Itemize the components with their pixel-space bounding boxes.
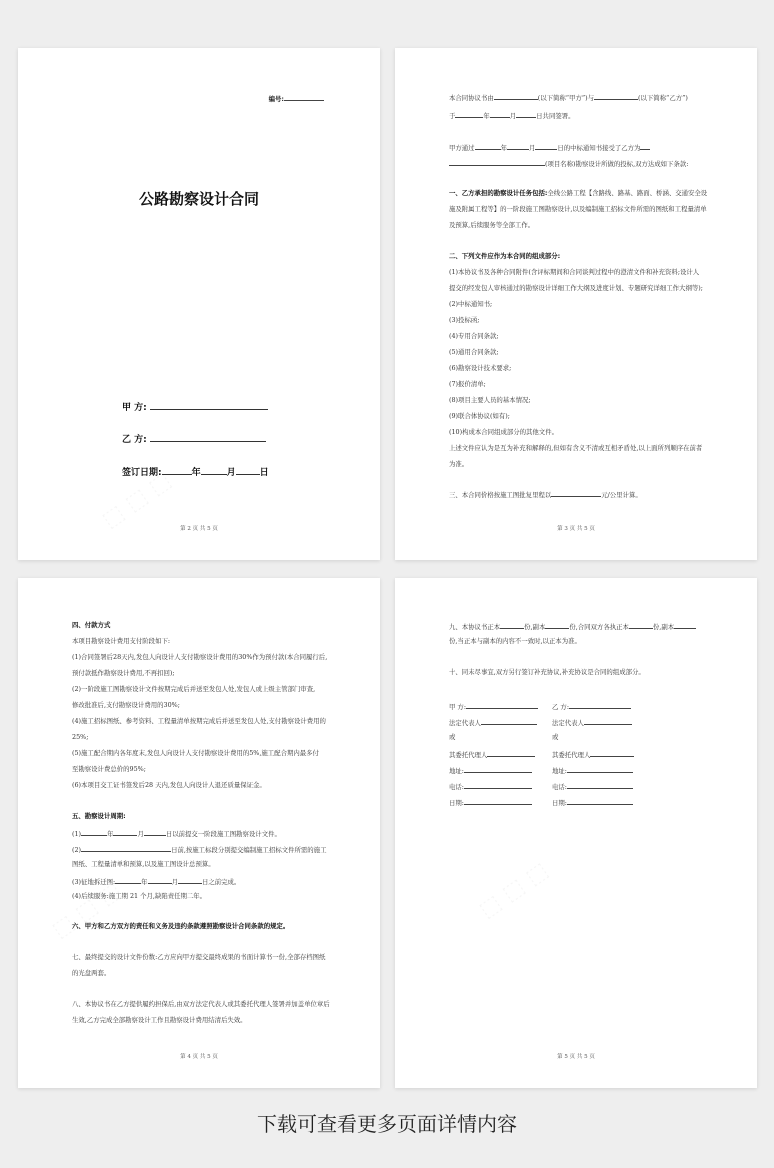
section-1-line-3: 及预算,后续服务等全部工作。 xyxy=(449,221,535,229)
page-footer: 第 5 页 共 5 页 xyxy=(557,1054,595,1060)
day-label: 日 xyxy=(259,468,269,478)
section-6: 六、甲方和乙方双方的责任和义务及违约条款遵照勘察设计合同条款的规定。 xyxy=(72,922,290,930)
section-2-item: (4)专用合同条款; xyxy=(449,332,499,340)
section-2-item: (6)勘察设计技术要求; xyxy=(449,364,512,372)
text: 年 xyxy=(500,144,507,152)
contract-page-5 xyxy=(395,578,757,1088)
text: 日的中标通知书接受了乙方为 xyxy=(557,144,641,152)
section-5-line-3: 图纸、工程量清单和预算,以及施工图设计总预算。 xyxy=(72,860,215,868)
text: 月 xyxy=(137,830,144,838)
text: 月 xyxy=(171,878,178,886)
party-a-or: 或 xyxy=(449,733,456,741)
text: 电话: xyxy=(449,783,464,791)
section-2-item: (9)联合体协议(如有); xyxy=(449,412,510,420)
party-a-rep xyxy=(449,717,537,727)
agreement-line-1 xyxy=(449,92,688,102)
section-7-line-2: 的光盘两套。 xyxy=(72,969,111,977)
tender-line-1 xyxy=(449,142,650,152)
text: 其委托代理人 xyxy=(449,751,488,759)
section-3-line xyxy=(449,489,642,499)
text: 日以前提交一阶段施工图勘察设计文件。 xyxy=(165,830,281,838)
sign-date-field xyxy=(122,465,269,478)
text: 法定代表人 xyxy=(449,719,481,727)
month-label: 月 xyxy=(226,468,236,478)
party-b-phone xyxy=(552,781,633,791)
text: 日共同签署。 xyxy=(536,112,575,120)
section-2-item: (5)通用合同条款; xyxy=(449,348,499,356)
text: 全线公路工程【含路线、路基、路面、桥涵、交通安全设 xyxy=(547,189,708,197)
section-5-line-1 xyxy=(72,828,281,838)
page-footer: 第 3 页 共 5 页 xyxy=(557,526,595,532)
section-4-line: 至勘察设计费总价的95%; xyxy=(72,765,146,773)
page-footer: 第 4 页 共 5 页 xyxy=(180,1054,218,1060)
text: 地址: xyxy=(449,767,464,775)
section-2-item: 上述文件应认为是互为补充和解释的,但如有含义不清或互相矛盾处,以上面所列顺序在前者 xyxy=(449,444,703,452)
contract-page-4 xyxy=(18,578,380,1088)
section-5-line-5: (4)后续服务:施工期 21 个月,缺陷责任期二年。 xyxy=(72,892,207,900)
section-1-line-1 xyxy=(449,189,707,197)
text: 其委托代理人 xyxy=(552,751,591,759)
text: 日期: xyxy=(449,799,464,807)
text: 九、本协议书正本 xyxy=(449,623,501,631)
section-4-line: 本项目勘察设计费用支付阶段如下: xyxy=(72,637,171,645)
section-2-item: (1)本协议书及各种合同附件(含评标期间和合同谈判过程中的澄清文件和补充资料;设计人 xyxy=(449,268,700,276)
page-footer: 第 2 页 共 5 页 xyxy=(180,526,218,532)
party-a-address xyxy=(449,765,532,775)
text: 乙 方: xyxy=(552,703,569,711)
text: 份,副本 xyxy=(652,623,675,631)
section-4-line: (2)一阶段施工图勘察设计文件按期完成后并送至发包人处,发包人或上级主管部门审查, xyxy=(72,685,316,693)
text: 月 xyxy=(528,144,536,152)
text: 日之前完成。 xyxy=(201,878,241,886)
text: 电话: xyxy=(552,783,567,791)
text: 份,副本 xyxy=(524,623,546,631)
text: 月 xyxy=(509,112,517,120)
section-7-line-1: 七、最终提交的设计文件份数:乙方应向甲方提交最终成果的书面计算书一份,全部存档图纸 xyxy=(72,953,326,961)
download-more-banner[interactable]: 下载可查看更多页面详情内容 xyxy=(257,1112,517,1136)
section-8-line-1: 八、本协议书在乙方提供履约担保后,由双方法定代表人或其委托代理人签署并加盖单位章后 xyxy=(72,1000,330,1008)
tender-line-2 xyxy=(449,158,688,168)
text: 三、本合同价格按施工图批复里程以 xyxy=(449,491,552,499)
text: 年 xyxy=(141,878,148,886)
contract-title: 公路勘察设计合同 xyxy=(138,190,259,208)
text: 本合同协议书由 xyxy=(449,94,494,102)
text: 于 xyxy=(449,112,456,120)
text: 日期: xyxy=(552,799,567,807)
contract-page-2 xyxy=(395,48,757,560)
section-9-line-2: 份,当正本与副本的内容不一致时,以正本为准。 xyxy=(449,637,581,645)
party-b-date xyxy=(552,797,633,807)
party-a-signature xyxy=(449,701,538,711)
section-4-line: (4)施工招标图纸、参考资料、工程量清单按期完成后并送至发包人处,支付勘察设计费用的 xyxy=(72,717,326,725)
section-4-line: (1)合同签署后28天内,发包人向设计人支付勘察设计费用的30%作为预付款(本合同履行后, xyxy=(72,653,328,661)
section-4-heading: 四、付款方式 xyxy=(72,621,111,629)
party-b-rep xyxy=(552,717,632,727)
section-5-line-2 xyxy=(72,844,326,854)
party-a-date xyxy=(449,797,532,807)
section-2-item: (8)项目主要人员的基本情况; xyxy=(449,396,531,404)
text: (以下简称“乙方”) xyxy=(638,94,688,102)
text: 甲 方: xyxy=(449,703,466,711)
section-1-heading: 一、乙方承担的勘察设计任务包括: xyxy=(449,189,548,197)
party-b-label: 乙 方: xyxy=(122,435,147,445)
text: (3)征地拆迁图: xyxy=(72,878,116,886)
section-4-line: 修改批准后,支付勘察设计费用的30%; xyxy=(72,701,180,709)
year-label: 年 xyxy=(191,468,201,478)
party-b-agent xyxy=(552,749,634,759)
section-2-item: 为准。 xyxy=(449,460,469,468)
text: 年 xyxy=(107,830,114,838)
section-5-heading: 五、勘察设计周期: xyxy=(72,812,126,820)
sign-date-label: 签订日期: xyxy=(122,468,162,478)
contract-number-label: 编号: xyxy=(268,95,284,103)
party-a-field xyxy=(122,400,268,413)
text: 元/公里计算。 xyxy=(601,491,642,499)
text: 地址: xyxy=(552,767,567,775)
party-a-phone xyxy=(449,781,532,791)
text: (项目名称)勘察设计所做的投标,双方达成如下条款: xyxy=(545,160,689,168)
section-5-line-4 xyxy=(72,876,240,886)
watermark xyxy=(48,878,126,943)
text: 年 xyxy=(483,112,490,120)
section-2-item: 提交的经发包人审核通过的勘察设计详细工作大纲及进度计划、专题研究详细工作大纲等); xyxy=(449,284,703,292)
party-b-address xyxy=(552,765,633,775)
section-2-item: (3)投标函; xyxy=(449,316,480,324)
party-b-field xyxy=(122,432,266,445)
contract-number-field xyxy=(269,93,324,103)
section-2-heading: 二、下列文件应作为本合同的组成部分: xyxy=(449,252,561,260)
watermark xyxy=(475,858,553,923)
section-8-line-2: 生效,乙方完成全部勘察设计工作且勘察设计费用结清后失效。 xyxy=(72,1016,247,1024)
text: (1) xyxy=(72,830,82,838)
text: 日前,按施工标段分别提交编制施工招标文件所需的施工 xyxy=(171,846,327,854)
section-10: 十、同未尽事宜,双方另行签订补充协议,补充协议是合同的组成部分。 xyxy=(449,668,645,676)
party-b-or: 或 xyxy=(552,733,559,741)
party-a-agent xyxy=(449,749,535,759)
section-4-line: (5)施工配合期内各年度末,发包人向设计人支付勘察设计费用的5%,施工配合期内最多付 xyxy=(72,749,319,757)
text: (以下简称“甲方”)与 xyxy=(537,94,594,102)
section-4-line: (6)本项目交工证书签发后28 天内,发包人向设计人退还质量保证金。 xyxy=(72,781,266,789)
text: 份,合同双方各执正本 xyxy=(569,623,629,631)
agreement-line-2 xyxy=(449,110,575,120)
section-1-line-2: 施及附属工程等】的一阶段施工图勘察设计,以及编制施工招标文件所需的图纸和工程量清单 xyxy=(449,205,707,213)
contract-page-cover xyxy=(18,48,380,560)
section-4-line: 25%; xyxy=(72,733,89,741)
section-4-line: 预付款抵作勘察设计费用,不再扣回); xyxy=(72,669,175,677)
party-b-signature xyxy=(552,701,631,711)
section-9-line-1 xyxy=(449,621,696,631)
party-a-label: 甲 方: xyxy=(122,403,147,413)
section-2-item: (2)中标通知书; xyxy=(449,300,493,308)
text: 法定代表人 xyxy=(552,719,584,727)
section-2-item: (7)报价清单; xyxy=(449,380,486,388)
text: 甲方通过 xyxy=(449,144,475,152)
section-2-item: (10)构成本合同组成部分的其他文件。 xyxy=(449,428,558,436)
text: (2) xyxy=(72,846,82,854)
